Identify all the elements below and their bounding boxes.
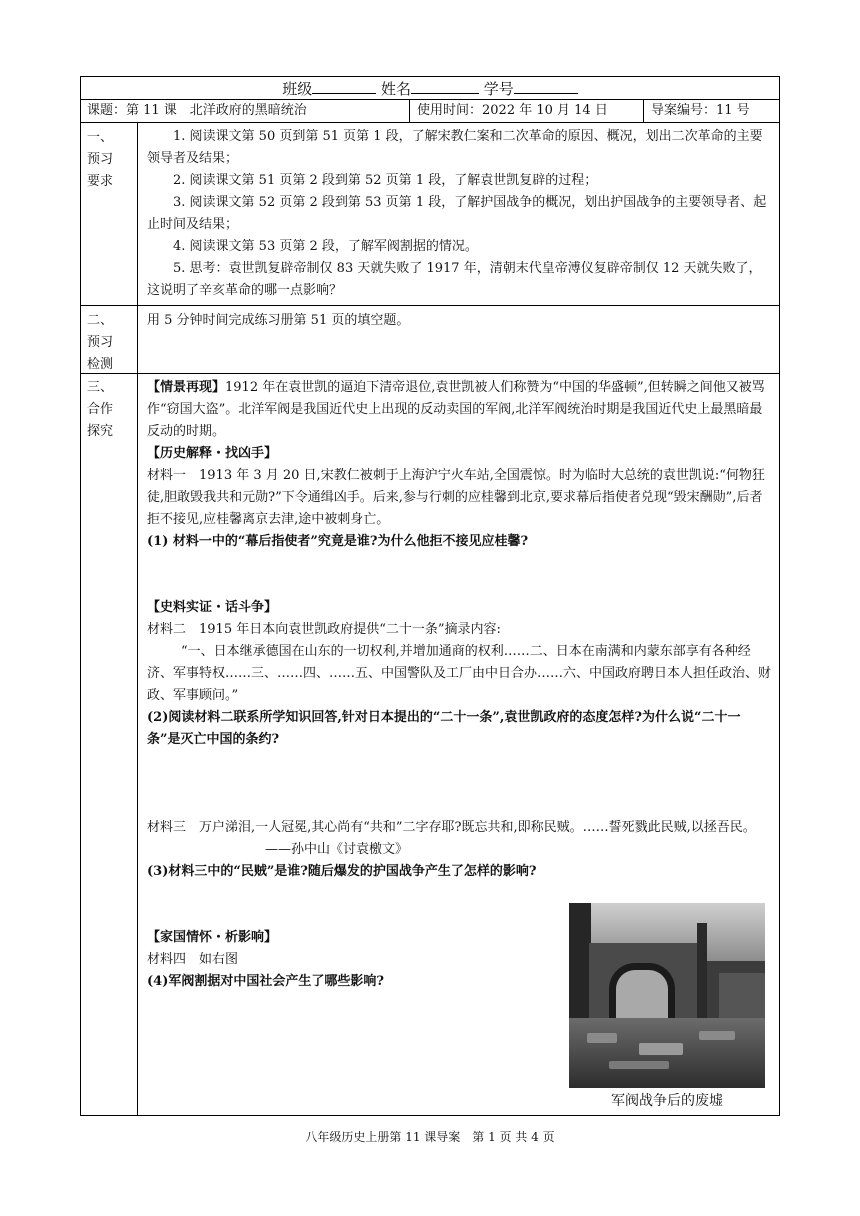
section-3-label: 三、 合作 探究 — [87, 380, 114, 439]
student-info-row — [81, 77, 779, 99]
question-3: (3)材料三中的“民贼”是谁?随后爆发的护国战争产生了怎样的影响? — [147, 864, 537, 879]
material-3: 材料三 万户涕泪,一人冠冕,其心尚有“共和”二字存耶?既忘共和,即称民贼。……誓死戮此民贼,以拯吾民。——孙中山《讨袁檄文》 — [147, 820, 756, 857]
scene-paragraph: 【情景再现】1912 年在袁世凯的逼迫下清帝退位,袁世凯被人们称赞为“中国的华盛顿”,但转瞬之间他又被骂作“窃国大盗”。北洋军阀是我国近代史上出现的反动卖国的军阀,北洋军阀统治时期是我国近代史上最黑暗最反动的时期。 — [147, 380, 765, 439]
prep-item-3: 3. 阅读课文第 52 页第 2 段到第 53 页第 1 段，了解护国战争的概况，划出护国战争的主要领导者、起止时间及结果； — [147, 195, 767, 232]
material-2-text: “一、日本继承德国在山东的一切权利,并增加通商的权利……二、日本在南满和内蒙东部享有各种经济、军事特权……三、……四、……五、中国警队及工厂由中日合办……六、中国政府聘日本人担任政治、财政、军事顾问。” — [147, 644, 772, 703]
question-4: (4)军阀割据对中国社会产生了哪些影响? — [147, 974, 384, 989]
material-4: 材料四 如右图 — [147, 952, 239, 967]
prep-check — [147, 310, 771, 332]
id-blank[interactable] — [514, 77, 578, 94]
usage-date: 使用时间：2022 年 10 月 14 日 — [417, 103, 608, 118]
class-blank[interactable] — [312, 77, 376, 94]
photo-caption: 军阀战争后的废墟 — [611, 1093, 723, 1109]
worksheet-table — [80, 76, 780, 1116]
name-label: 姓名 — [380, 80, 411, 98]
page-footer: 八年级历史上册第 11 课导案 第 1 页 共 4 页 — [305, 1130, 555, 1144]
name-blank[interactable] — [411, 77, 479, 94]
material-2-title: 材料二 1915 年日本向袁世凯政府提供“二十一条”摘录内容: — [147, 622, 501, 637]
guide-number: 导案编号：11 号 — [651, 103, 750, 118]
question-1: (1) 材料一中的“幕后指使者”究竟是谁?为什么他拒不接见应桂馨? — [147, 534, 529, 549]
question-2: (2)阅读材料二联系所学知识回答,针对日本提出的“二十一条”,袁世凯政府的态度怎样?为什么说“二十一条”是灭亡中国的条约? — [147, 710, 741, 747]
cooperative-inquiry — [147, 377, 771, 993]
ruins-photo — [569, 903, 765, 1088]
material-3-source: ——孙中山《讨袁檄文》 — [265, 842, 409, 857]
section-1-label: 一、 预习 要求 — [87, 130, 114, 189]
material-1: 材料一 1913 年 3 月 20 日,宋教仁被刺于上海沪宁火车站,全国震惊。时为临时大总统的袁世凯说:“何物狂徒,胆敢毁我共和元勋?”下令通缉凶手。后来,参与行刺的应桂馨到北京,要求幕后指使者兑现“毁宋酬勋”,后者拒不接见,应桂馨离京去津,途中被刺身亡。 — [147, 468, 765, 527]
prep-item-2: 2. 阅读课文第 51 页第 2 段到第 52 页第 1 段，了解袁世凯复辟的过程； — [173, 173, 598, 188]
heading-evidence: 【史料实证・话斗争】 — [147, 600, 278, 615]
class-label: 班级 — [282, 80, 313, 98]
lesson-topic: 课题：第 11 课 北洋政府的黑暗统治 — [87, 103, 307, 118]
id-label: 学号 — [483, 80, 514, 98]
answer-space-1[interactable] — [147, 553, 771, 597]
prep-item-4: 4. 阅读课文第 53 页第 2 段，了解军阀割据的情况。 — [173, 239, 478, 254]
heading-history-explanation: 【历史解释・找凶手】 — [147, 446, 278, 461]
prep-item-5: 5. 思考：袁世凯复辟帝制仅 83 天就失败了 1917 年，清朝末代皇帝溥仪复辟帝制仅 12 天就失败了，这说明了辛亥革命的哪一点影响？ — [147, 261, 762, 298]
section-2-label: 二、 预习 检测 — [87, 313, 114, 372]
prep-check-text: 用 5 分钟时间完成练习册第 51 页的填空题。 — [147, 313, 410, 328]
answer-space-2[interactable] — [147, 751, 771, 817]
prep-item-1: 1. 阅读课文第 50 页到第 51 页第 1 段，了解宋教仁案和二次革命的原因、概况，划出二次革命的主要领导者及结果； — [147, 129, 763, 166]
prep-requirements — [147, 126, 771, 302]
heading-family-nation: 【家国情怀・析影响】 — [147, 930, 278, 945]
